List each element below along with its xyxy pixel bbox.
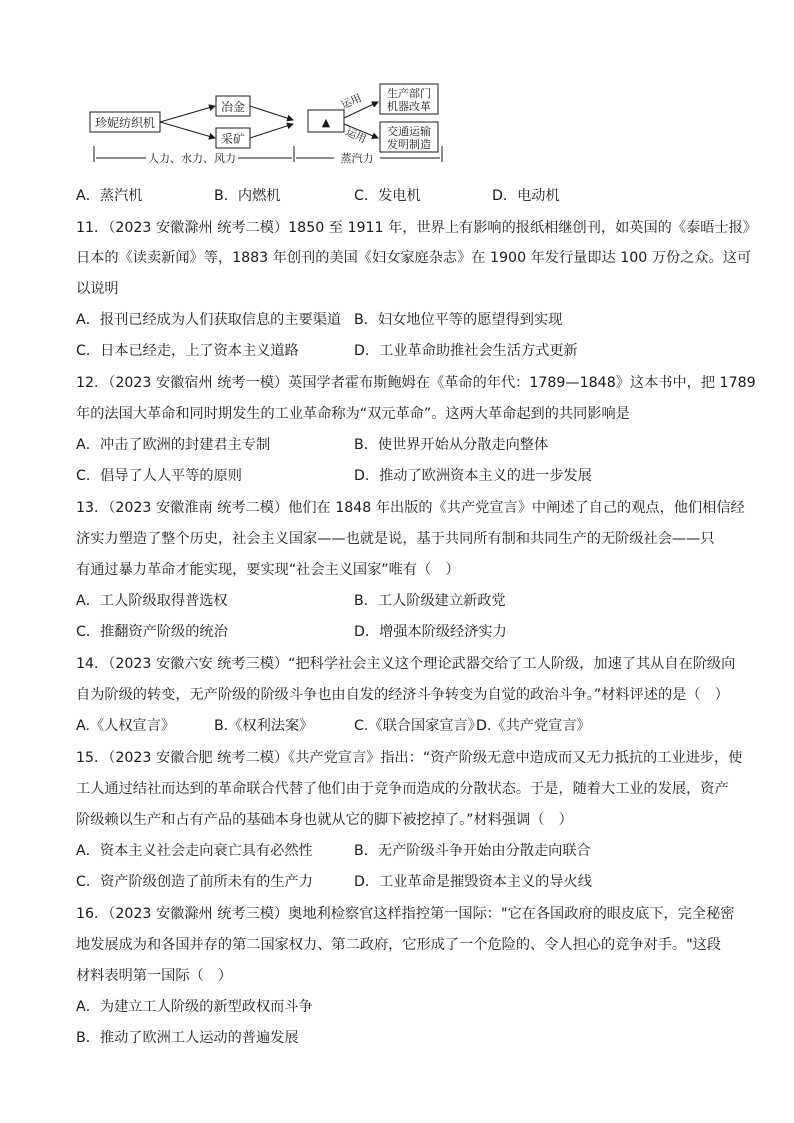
- q13-stem-line-3: 有通过暴力革命才能实现，要实现“社会主义国家”唯有（ ）: [76, 562, 460, 578]
- q13-stem-line-1: 13．（2023 安徽淮南 统考二模）他们在 1848 年出版的《共产党宣言》中阐述了自己的观点，他们相信经: [76, 500, 745, 516]
- industrial-power-diagram: [88, 82, 448, 166]
- center-label: ▲: [321, 116, 331, 129]
- q10-option-c: C．发电机: [354, 188, 421, 204]
- q16-stem-line-3: 材料表明第一国际（ ）: [76, 968, 233, 984]
- q15-option-a: A．资本主义社会走向衰亡具有必然性: [76, 843, 313, 859]
- q15-stem-line-3: 阶级赖以生产和占有产品的基础本身也就从它的脚下被挖掉了。”材料强调（ ）: [76, 812, 573, 828]
- q13-option-d: D．增强本阶级经济实力: [354, 624, 507, 640]
- arrow-top-label: 运用: [339, 92, 364, 112]
- start-label: 珍妮纺织机: [94, 116, 156, 130]
- q13-option-c: C．推翻资产阶级的统治: [76, 624, 228, 640]
- q14-option-c: C.《联合国家宣言》: [354, 718, 482, 734]
- q10-option-d: D．电动机: [492, 188, 560, 204]
- q11-stem-line-3: 以说明: [76, 281, 119, 297]
- q11-option-b: B．妇女地位平等的愿望得到实现: [354, 312, 563, 328]
- q15-stem-line-1: 15．（2023 安徽合肥 统考二模）《共产党宣言》指出：“资产阶级无意中造成而又无力抵抗的工业进步，使: [76, 750, 743, 766]
- q11-stem-line-2: 日本的《读卖新闻》等，1883 年创刊的美国《妇女家庭杂志》在 1900 年发行量即达 100 万份之众。这可: [76, 250, 752, 266]
- q13-option-a: A．工人阶级取得普选权: [76, 593, 228, 609]
- q15-option-c: C．资产阶级创造了前所未有的生产力: [76, 874, 313, 890]
- q13-option-b: B．工人阶级建立新政党: [354, 593, 506, 609]
- q16-option-a: A．为建立工人阶级的新型政权而斗争: [76, 999, 313, 1015]
- right-top-line2: 机器改革: [387, 100, 431, 113]
- axis-right-label: 蒸汽力: [340, 152, 374, 165]
- q14-stem-line-1: 14．（2023 安徽六安 统考三模）“把科学社会主义这个理论武器交给了工人阶级，加速了其从自在阶级向: [76, 656, 736, 672]
- right-bottom-line2: 发明制造: [387, 138, 431, 151]
- q12-stem-line-1: 12．（2023 安徽宿州 统考一模）英国学者霍布斯鲍姆在《革命的年代：1789—1848》这本书中，把 1789: [76, 375, 756, 391]
- q15-stem-line-2: 工人通过结社而达到的革命联合代替了他们由于竞争而造成的分散状态。于是，随着大工业的发展，资产: [76, 781, 729, 797]
- q11-option-d: D．工业革命助推社会生活方式更新: [354, 343, 578, 359]
- q12-option-b: B．使世界开始从分散走向整体: [354, 437, 549, 453]
- q15-option-b: B．无产阶级斗争开始由分散走向联合: [354, 843, 591, 859]
- q12-stem-line-2: 年的法国大革命和同时期发生的工业革命称为“双元革命”。这两大革命起到的共同影响是: [76, 406, 630, 422]
- q11-option-c: C．日本已经走，上了资本主义道路: [76, 343, 299, 359]
- q16-option-b: B．推动了欧洲工人运动的普遍发展: [76, 1030, 299, 1046]
- q11-stem-line-1: 11．（2023 安徽滁州 统考二模）1850 至 1911 年，世界上有影响的报纸相继创刊，如英国的《泰晤士报》: [76, 220, 757, 236]
- q12-option-a: A．冲击了欧洲的封建君主专制: [76, 437, 271, 453]
- q14-option-d: D.《共产党宣言》: [476, 718, 591, 734]
- q14-option-b: B.《权利法案》: [214, 718, 314, 734]
- diagram-svg: [88, 82, 448, 166]
- arrow-bottom-label: 运用: [343, 126, 368, 146]
- mid-top-label: 冶金: [220, 100, 246, 114]
- q12-option-c: C．倡导了人人平等的原则: [76, 468, 242, 484]
- right-bottom-line1: 交通运输: [387, 125, 431, 138]
- q14-option-a: A.《人权宣言》: [76, 718, 176, 734]
- q16-stem-line-1: 16．（2023 安徽滁州 统考三模）奥地利检察官这样指控第一国际："它在各国政府的眼皮底下，完全秘密: [76, 906, 735, 922]
- right-top-line1: 生产部门: [387, 87, 431, 100]
- q13-stem-line-2: 济实力塑造了整个历史，社会主义国家——也就是说，基于共同所有制和共同生产的无阶级社会——只: [76, 531, 715, 547]
- q16-stem-line-2: 地发展成为和各国并存的第二国家权力、第二政府，它形成了一个危险的、令人担心的竞争对手。"这段: [76, 937, 721, 953]
- mid-bottom-label: 采矿: [220, 132, 246, 146]
- q12-option-d: D．推动了欧洲资本主义的进一步发展: [354, 468, 592, 484]
- q14-stem-line-2: 自为阶级的转变，无产阶级的阶级斗争也由自发的经济斗争转变为自觉的政治斗争。”材料评述的是（ ）: [76, 687, 729, 703]
- q11-option-a: A．报刊已经成为人们获取信息的主要渠道: [76, 312, 342, 328]
- q10-option-a: A．蒸汽机: [76, 188, 143, 204]
- q10-option-b: B．内燃机: [214, 188, 281, 204]
- axis-left-label: 人力、水力、风力: [148, 152, 236, 165]
- q15-option-d: D．工业革命是摧毁资本主义的导火线: [354, 874, 592, 890]
